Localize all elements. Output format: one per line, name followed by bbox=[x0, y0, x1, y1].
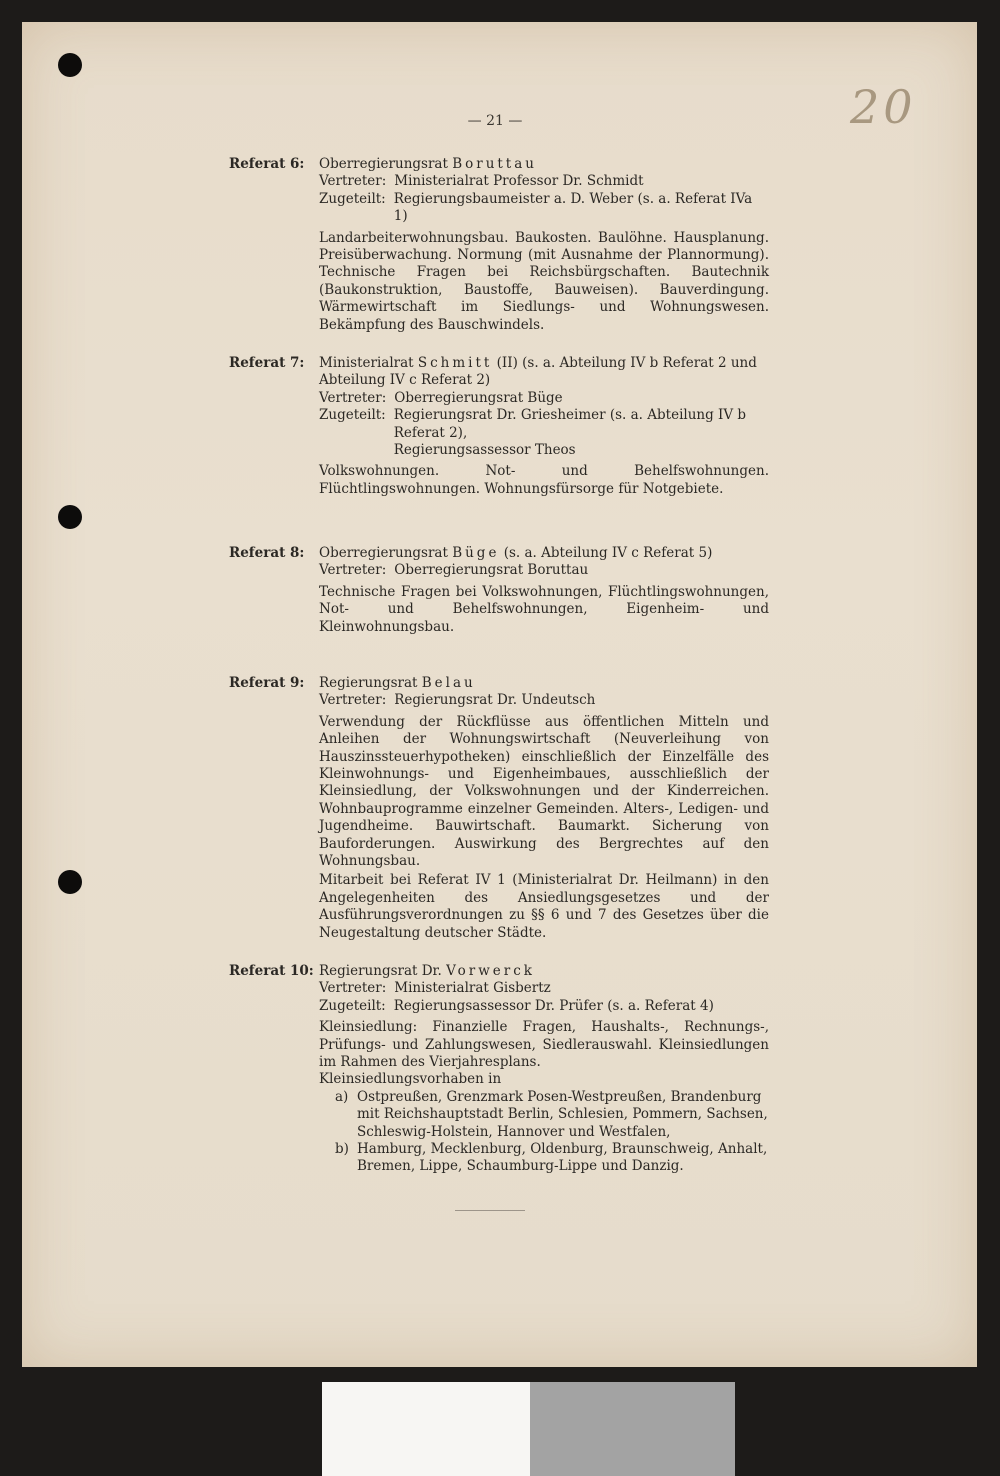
scan-calibration-strip-white bbox=[322, 1382, 530, 1476]
zugeteilt-row: Zugeteilt: Regierungsassessor Dr. Prüfer (s. a. Referat 4) bbox=[319, 997, 714, 1014]
referat-head: Regierungsrat Belau bbox=[319, 675, 476, 691]
referat-label: Referat 9: bbox=[229, 675, 305, 691]
punch-hole bbox=[58, 505, 82, 529]
referat-head: Oberregierungsrat Boruttau bbox=[319, 156, 537, 172]
list-item: a) Ostpreußen, Grenzmark Posen-Westpreußen, Brandenburg mit Reichshauptstadt Berlin, Schlesien, Pommern, Sachsen, Schleswig-Holstein, Hannover und Westfalen, bbox=[335, 1088, 768, 1140]
referat-description: Volkswohnungen. Not- und Behelfswohnungen. Flüchtlingswohnungen. Wohnungsfürsorge für Notgebiete. bbox=[319, 463, 769, 497]
handwritten-folio-number: 20 bbox=[850, 80, 917, 134]
vertreter-row: Vertreter: Regierungsrat Dr. Undeutsch bbox=[319, 692, 596, 709]
scan-calibration-strip-grey bbox=[530, 1382, 735, 1476]
head-name: Büge bbox=[452, 545, 500, 561]
list-item: b) Hamburg, Mecklenburg, Oldenburg, Braunschweig, Anhalt, Bremen, Lippe, Schaumburg-Lippe und Danzig. bbox=[335, 1141, 768, 1175]
referat-8-section bbox=[229, 545, 769, 636]
referat-mitarbeit: Mitarbeit bei Referat IV 1 (Ministerialrat Dr. Heilmann) in den Angelegenheiten des Ansiedlungsgesetzes und der Ausführungsverordnungen zu §§ 6 und 7 des Gesetzes über die Neugestaltung deutscher Städte. bbox=[319, 872, 769, 941]
vertreter-row: Vertreter: Oberregierungsrat Büge bbox=[319, 389, 563, 406]
referat-label: Referat 8: bbox=[229, 545, 305, 561]
referat-label: Referat 6: bbox=[229, 156, 305, 172]
referat-description: Landarbeiterwohnungsbau. Baukosten. Baulöhne. Hausplanung. Preisüberwachung. Normung (mit Ausnahme der Plannormung). Technische Fragen bei Reichsbürgschaften. Bautechnik (Baukonstruktion, Baustoffe, Bauweisen). Bauverdingung. Wärmewirtschaft im Siedlungs- und Wohnungswesen. Bekämpfung des Bauschwindels. bbox=[319, 229, 769, 333]
referat-head: Oberregierungsrat Büge (s. a. Abteilung IV c Referat 5) bbox=[319, 545, 713, 561]
zugeteilt-row: Zugeteilt: Regierungsrat Dr. Griesheimer (s. a. Abteilung IV b Referat 2), Regierungsassessor Theos bbox=[319, 407, 747, 459]
punch-hole bbox=[58, 870, 82, 894]
referat-label: Referat 10: bbox=[229, 963, 314, 979]
referat-description: Kleinsiedlung: Finanzielle Fragen, Haushalts-, Rechnungs-, Prüfungs- und Zahlungswesen, Siedlerauswahl. Kleinsiedlungen im Rahmen des Vierjahresplans. bbox=[319, 1019, 769, 1071]
head-name: Vorwerck bbox=[446, 963, 535, 979]
referat-description: Technische Fragen bei Volkswohnungen, Flüchtlingswohnungen, Not- und Behelfswohnungen, Eigenheim- und Kleinwohnungsbau. bbox=[319, 583, 769, 635]
vertreter-row: Vertreter: Ministerialrat Professor Dr. Schmidt bbox=[319, 173, 644, 190]
referat-6-section bbox=[229, 156, 769, 334]
referat-head: Ministerialrat Schmitt (II) (s. a. Abteilung IV b Referat 2 und Abteilung IV c Referat 2) bbox=[319, 355, 757, 389]
vertreter-row: Vertreter: Oberregierungsrat Boruttau bbox=[319, 562, 589, 579]
referat-7-section bbox=[229, 355, 769, 498]
referat-head: Regierungsrat Dr. Vorwerck bbox=[319, 963, 535, 979]
vorhaben-intro: Kleinsiedlungsvorhaben in bbox=[319, 1071, 502, 1088]
divider bbox=[455, 1210, 525, 1211]
head-name: Schmitt bbox=[417, 355, 493, 371]
vertreter-row: Vertreter: Ministerialrat Gisbertz bbox=[319, 980, 551, 997]
referat-description: Verwendung der Rückflüsse aus öffentlichen Mitteln und Anleihen der Wohnungswirtschaft (Neuverleihung von Hauszinssteuerhypotheken) einschließlich der Einzelfälle des Kleinwohnungs- und Eigenheimbaues, ausschließlich der Kleinsiedlung, der Volkswohnungen und der Kinderreichen. Wohnbauprogramme einzelner Gemeinden. Alters-, Ledigen- und Jugendheime. Bauwirtschaft. Baumarkt. Sicherung von Bauforderungen. Auswirkung des Bergrechtes auf den Wohnungsbau. bbox=[319, 713, 769, 870]
referat-9-section bbox=[229, 675, 769, 942]
referat-10-section bbox=[229, 963, 769, 1176]
zugeteilt-row: Zugeteilt: Regierungsbaumeister a. D. Weber (s. a. Referat IVa 1) bbox=[319, 190, 753, 225]
head-name: Belau bbox=[421, 675, 476, 691]
referat-label: Referat 7: bbox=[229, 355, 305, 371]
head-name: Boruttau bbox=[452, 156, 537, 172]
punch-hole bbox=[58, 53, 82, 77]
page-number: — 21 — bbox=[467, 113, 523, 129]
